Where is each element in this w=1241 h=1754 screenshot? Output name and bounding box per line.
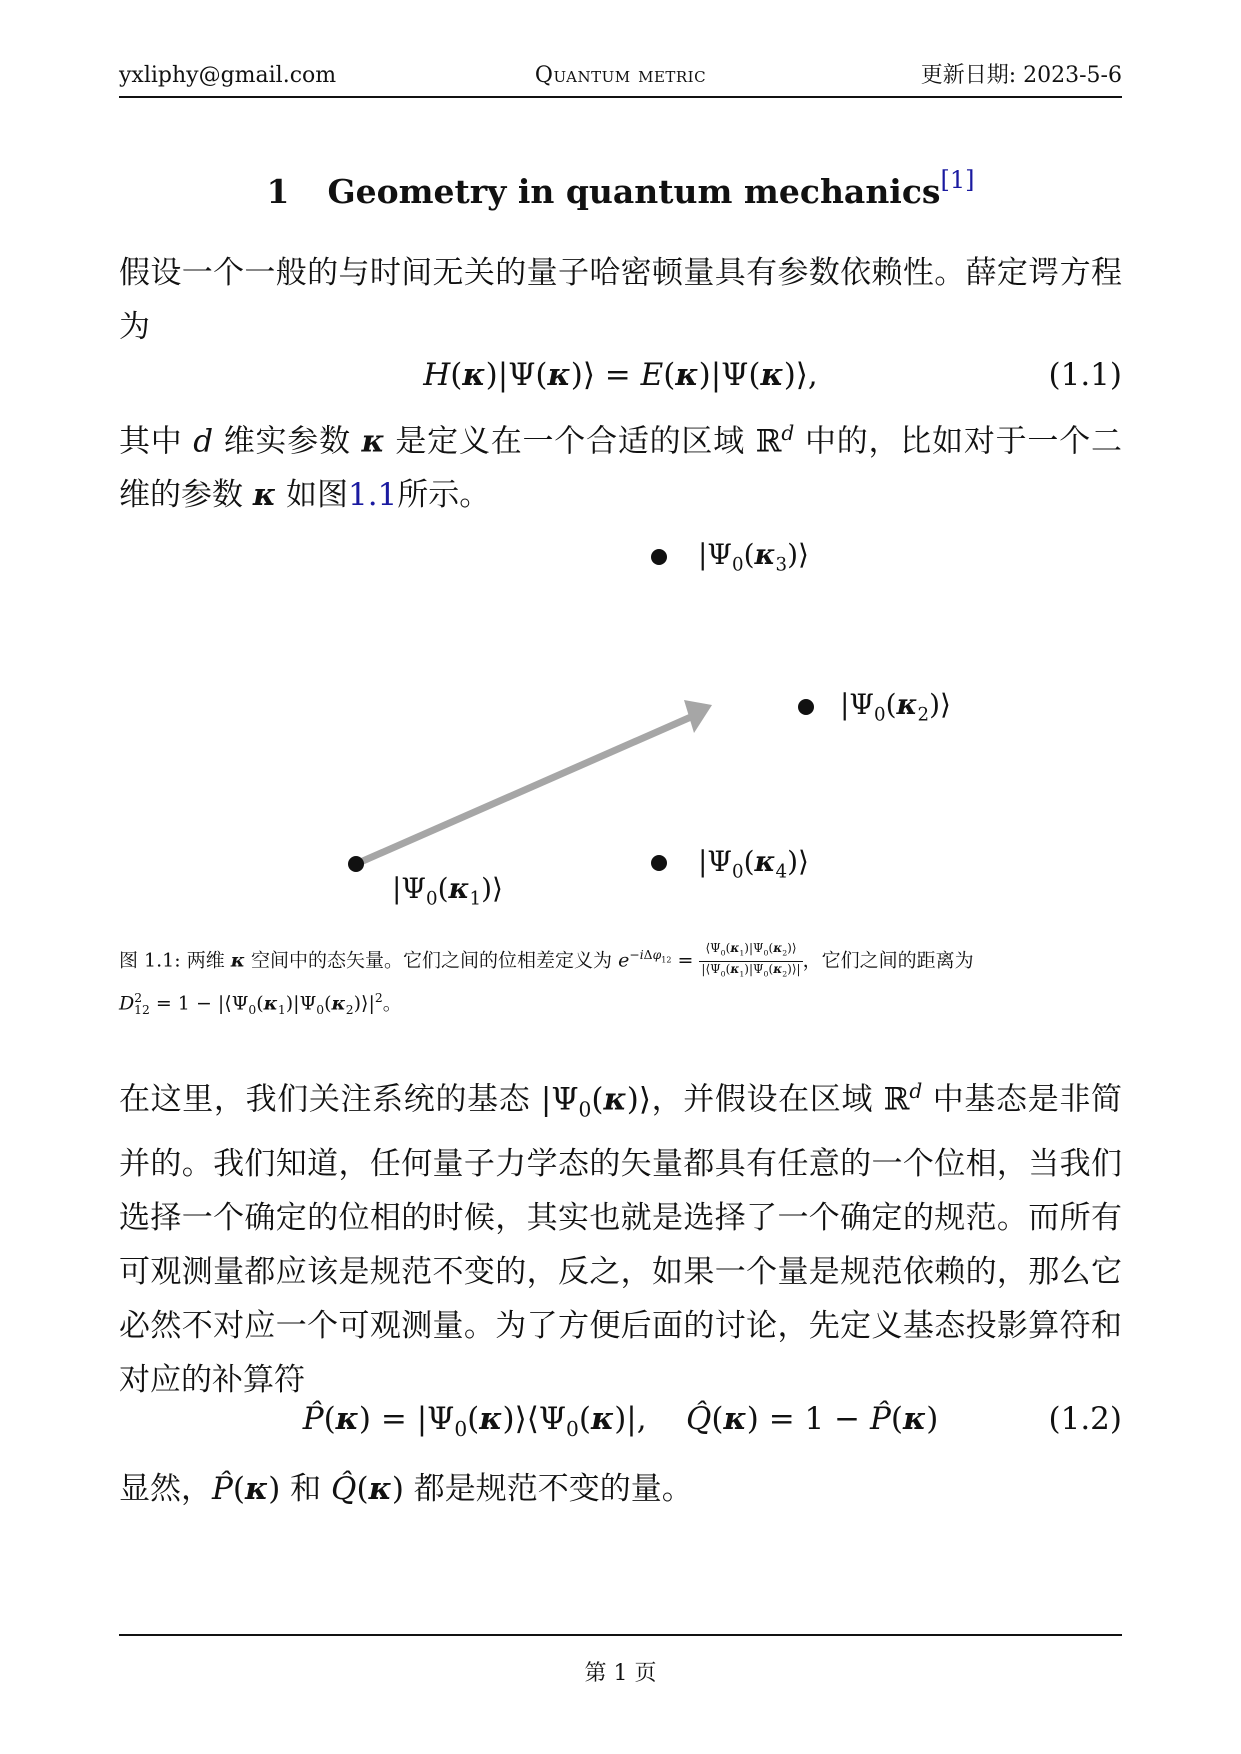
text-span: 其中 (119, 423, 194, 460)
state-dot-k1 (348, 856, 364, 872)
text-span: ，并假设在区域 (650, 1081, 884, 1118)
figure-caption: 图 1.1: 两维 κ 空间中的态矢量。它们之间的位相差定义为 $e^{-i\Delta\varphi_{12}}$ = $\frac{⟨\Psi_0(\kappa_1)|\Psi_0(\kappa_2)⟩}{|⟨\Psi_0(\kappa_1)|\Psi_0(\kappa_2)⟩|}$ ，它们之间的距离为 $D^2_{12} = 1$ − $|⟨\Psi_0(\kappa_1)|\Psi_0(\kappa_2)⟩|^2$。 (119, 941, 974, 1018)
text-span: 所示。 (397, 477, 491, 514)
phase-fraction: $\frac{⟨\Psi_0(\kappa_1)|\Psi_0(\kappa_2)⟩}{|⟨\Psi_0(\kappa_1)|\Psi_0(\kappa_2)⟩|}$ (701, 941, 801, 979)
paragraph-parameters: 其中 d 维实参数 κ 是定义在一个合适的区域 ℝ$^d$ 中的，比如对于一个二维的参数 κ 如图1.1所示。 (119, 421, 1122, 514)
equation-1-1 (119, 352, 1122, 398)
section-title-text: Geometry in quantum mechanics (327, 172, 941, 211)
figure-ref-link[interactable]: 1.1 (347, 477, 398, 514)
text-span: 显然， (119, 1471, 212, 1507)
label-psi-k4: $|\Psi_0(\kappa_4)⟩$ (698, 845, 809, 883)
equation-1-1-tag: (1.1) (1048, 357, 1122, 393)
equation-1-2-body: P̂(κ) = $|\Psi_0(\kappa)⟩⟨\Psi_0(\kappa)|$, Q̂(κ) = 1 − P̂(κ) (302, 1401, 939, 1442)
figure-1-1 (300, 520, 980, 924)
equation-1-2-tag: (1.2) (1048, 1401, 1122, 1437)
state-dot-k3 (651, 549, 667, 565)
text-span: 都是规范不变的量。 (403, 1471, 693, 1507)
text-span: 。 (382, 992, 402, 1015)
text-span: 是定义在一个合适的区域 (384, 423, 756, 460)
text-span: 和 (280, 1471, 332, 1507)
text-span: 图 1.1: 两维 (119, 949, 231, 972)
text-span: ，它们之间的距离为 (802, 949, 974, 972)
label-psi-k3: $|\Psi_0(\kappa_3)⟩$ (698, 538, 809, 576)
equation-1-2 (119, 1396, 1122, 1442)
section-title (0, 158, 1241, 214)
page-number: 第 1 页 (584, 1661, 657, 1686)
citation-link[interactable]: [1] (940, 166, 975, 194)
footer-rule (119, 1634, 1122, 1636)
label-psi-k1: $|\Psi_0(\kappa_1)⟩$ (392, 872, 503, 910)
text-span: 中基态是非简并的。我们知道，任何量子力学态的矢量都具有任意的一个位相，当我们选择一个确定的位相的时候，其实也就是选择了一个确定的规范。而所有可观测量都应该是规范不变的，反之，如果一个量是规范依赖的，那么它必然不对应一个可观测量。为了方便后面的讨论，先定义基态投影算符和对应的补算符 (119, 1081, 1122, 1398)
text-span: 如图 (276, 477, 348, 514)
header-rule (119, 96, 1122, 98)
paragraph-gauge: 在这里，我们关注系统的基态 $|\Psi_0(\kappa)⟩$，并假设在区域 ℝ$^d$ 中基态是非简并的。我们知道，任何量子力学态的矢量都具有任意的一个位相，当我们选择一个确定的位相的时候，其实也就是选择了一个确定的规范。而所有可观测量都应该是规范不变的，反之，如果一个量是规范依赖的，那么它必然不对应一个可观测量。为了方便后面的讨论，先定义基态投影算符和对应的补算符 (119, 1079, 1122, 1398)
text-span: 在这里，我们关注系统的基态 (119, 1081, 541, 1118)
text-span: 维实参数 (213, 423, 362, 460)
paragraph-conclusion: 显然，P̂(κ) 和 Q̂(κ) 都是规范不变的量。 (119, 1471, 693, 1507)
header-date: 更新日期: 2023-5-6 (920, 63, 1122, 88)
arrow-k1-to-k2 (356, 713, 700, 864)
state-dot-k2 (798, 699, 814, 715)
header-title: Quantum metric (534, 63, 707, 88)
state-dot-k4 (651, 855, 667, 871)
header-email: yxliphy@gmail.com (119, 63, 337, 88)
section-number: 1 (266, 172, 290, 211)
label-psi-k2: $|\Psi_0(\kappa_2)⟩$ (840, 688, 951, 726)
paragraph-intro: 假设一个一般的与时间无关的量子哈密顿量具有参数依赖性。薛定谔方程为 (119, 255, 1122, 345)
text-span: 空间中的态矢量。它们之间的位相差定义为 (245, 949, 619, 972)
equation-1-1-body: H(κ)|Ψ(κ)⟩ = E(κ)|Ψ(κ)⟩, (423, 357, 818, 393)
text-span: 中的，比如对于一个二维的参数 (119, 423, 1122, 514)
